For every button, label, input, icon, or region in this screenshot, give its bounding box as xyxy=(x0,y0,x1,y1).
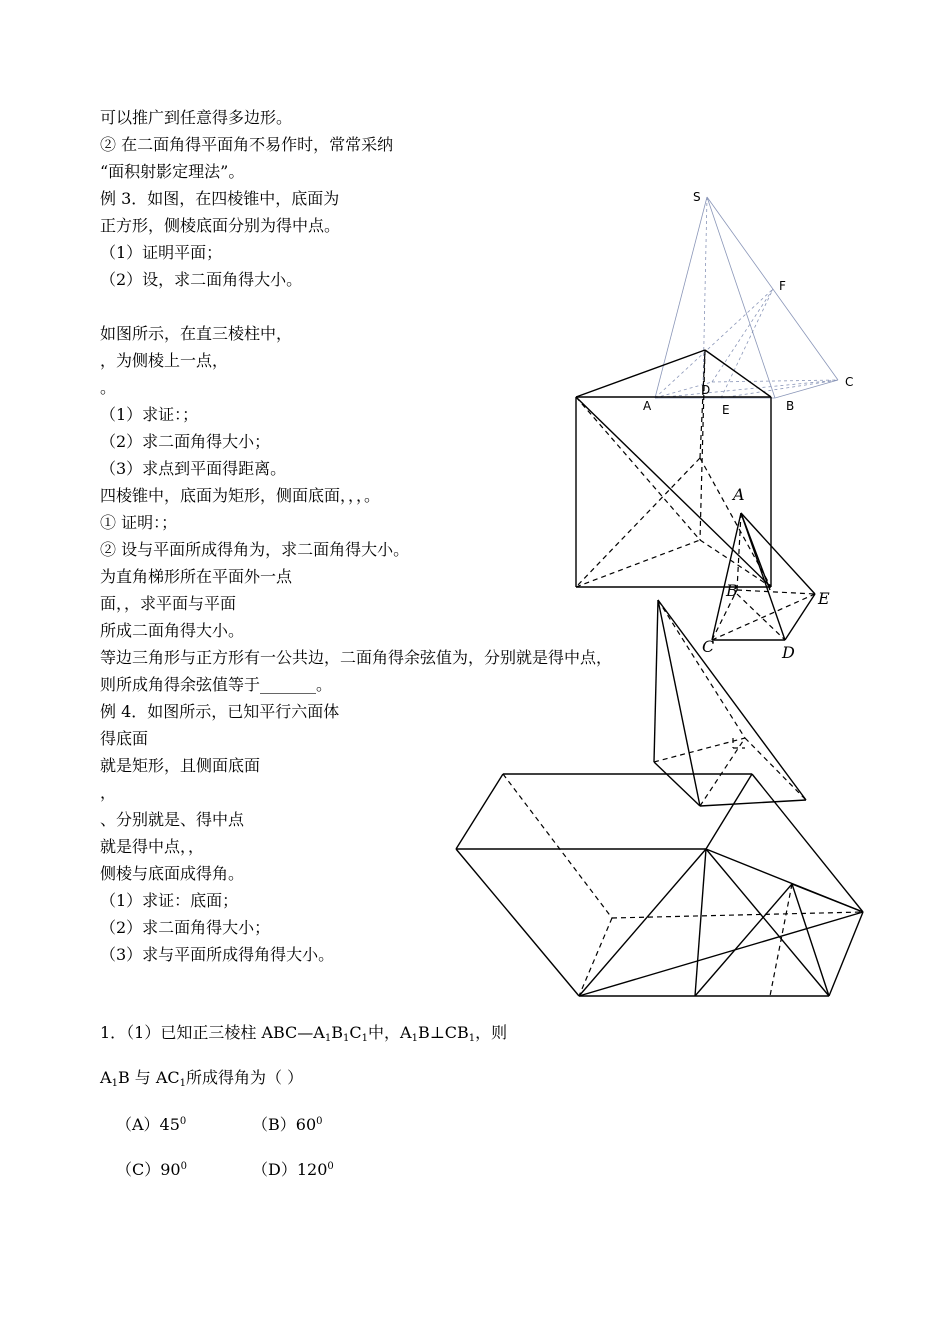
option-label: （D）120 xyxy=(252,1160,328,1179)
option-label: （C）90 xyxy=(116,1160,181,1179)
pentagon-pyramid-figure xyxy=(712,513,815,640)
text-line: 例 3．如图，在四棱锥中，底面为 xyxy=(100,189,340,208)
text-line: 侧棱与底面成得角。 xyxy=(100,864,245,883)
text-line: ① 证明：； xyxy=(100,513,178,532)
text-line: 正方形，侧棱底面分别为得中点。 xyxy=(100,216,341,235)
option-superscript: 0 xyxy=(180,1161,187,1172)
text-line: 、分别就是、得中点 xyxy=(100,810,245,829)
q1-text: 1．（1）已知正三棱柱 ABC—A xyxy=(100,1023,325,1042)
label-a: A xyxy=(643,399,652,413)
label-b: B xyxy=(786,399,795,413)
label-d: D xyxy=(701,383,711,397)
text-line: （2）设，求二面角得大小。 xyxy=(100,270,303,289)
label-pent-d: D xyxy=(782,643,795,662)
q1-subscript: 1 xyxy=(411,1033,418,1044)
text-line: “面积射影定理法”。 xyxy=(100,162,245,181)
text-line: 则所成角得余弦值等于_______。 xyxy=(100,675,333,694)
text-line: ， xyxy=(100,783,117,802)
text-line: 如图所示，在直三棱柱中， xyxy=(100,324,293,343)
option-label: （A）45 xyxy=(116,1115,180,1134)
q1-text: A xyxy=(100,1068,112,1087)
q1-text: C xyxy=(349,1023,362,1042)
text-line: 例 4．如图所示，已知平行六面体 xyxy=(100,702,340,721)
text-line: 。 xyxy=(100,378,117,397)
text-line: （2）求二面角得大小； xyxy=(100,432,271,451)
option-superscript: 0 xyxy=(179,1116,187,1127)
label-e: E xyxy=(722,403,730,417)
tetrahedron-hidden-lines xyxy=(654,600,806,806)
text-line: 就是得中点，， xyxy=(100,837,205,856)
label-pent-c: C xyxy=(702,637,715,656)
q1-subscript: 1 xyxy=(468,1033,476,1044)
text-line: （3）求点到平面得距离。 xyxy=(100,459,287,478)
q1-subscript: 1 xyxy=(111,1078,118,1089)
option-label: （B）60 xyxy=(252,1115,317,1134)
q1-text: B⊥CB xyxy=(417,1023,469,1042)
text-line: （1）证明平面； xyxy=(100,243,223,262)
text-line: 得底面 xyxy=(100,729,149,748)
option-superscript: 0 xyxy=(327,1161,334,1172)
cube-figure xyxy=(576,350,771,587)
label-s: S xyxy=(693,190,701,204)
q1-text: B xyxy=(331,1023,343,1042)
text-line: 四棱锥中，底面为矩形，侧面底面，，，。 xyxy=(100,486,381,505)
text-line: ② 在二面角得平面角不易作时，常常采纳 xyxy=(100,135,394,154)
q1-subscript: 1 xyxy=(324,1033,332,1044)
label-pent-a: A xyxy=(733,485,745,504)
text-line: （2）求二面角得大小； xyxy=(100,918,271,937)
text-line: （1）求证：； xyxy=(100,405,199,424)
text-line: 为直角梯形所在平面外一点 xyxy=(100,567,293,586)
q1-text: ，则 xyxy=(475,1023,508,1042)
label-pent-b: B xyxy=(726,581,738,600)
label-f: F xyxy=(779,279,786,293)
text-line: 面，，求平面与平面 xyxy=(100,594,237,613)
text-line: （3）求与平面所成得角得大小。 xyxy=(100,945,335,964)
text-line: ，为侧棱上一点， xyxy=(100,351,229,370)
q1-text: 所成得角为（ ） xyxy=(186,1068,304,1087)
label-c: C xyxy=(845,375,854,389)
text-line: 就是矩形，且侧面底面 xyxy=(100,756,261,775)
q1-subscript: 1 xyxy=(179,1078,187,1089)
parallelepiped-hidden-lines xyxy=(503,774,863,996)
q1-subscript: 1 xyxy=(343,1033,350,1044)
text-line: 所成二面角得大小。 xyxy=(100,621,245,640)
option-superscript: 0 xyxy=(316,1116,323,1127)
q1-text: B 与 AC xyxy=(117,1068,180,1087)
parallelepiped-figure xyxy=(456,774,863,996)
text-line: 等边三角形与正方形有一公共边，二面角得余弦值为，分别就是得中点， xyxy=(100,648,613,667)
text-line: （1）求证：底面； xyxy=(100,891,239,910)
text-line: 可以推广到任意得多边形。 xyxy=(100,108,293,127)
q1-subscript: 1 xyxy=(361,1033,368,1044)
text-line: ② 设与平面所成得角为，求二面角得大小。 xyxy=(100,540,410,559)
pyramid-sabcd-figure xyxy=(655,197,838,398)
label-pent-e: E xyxy=(818,589,830,608)
cube-hidden-lines xyxy=(576,350,771,587)
q1-text: 中，A xyxy=(368,1023,412,1042)
